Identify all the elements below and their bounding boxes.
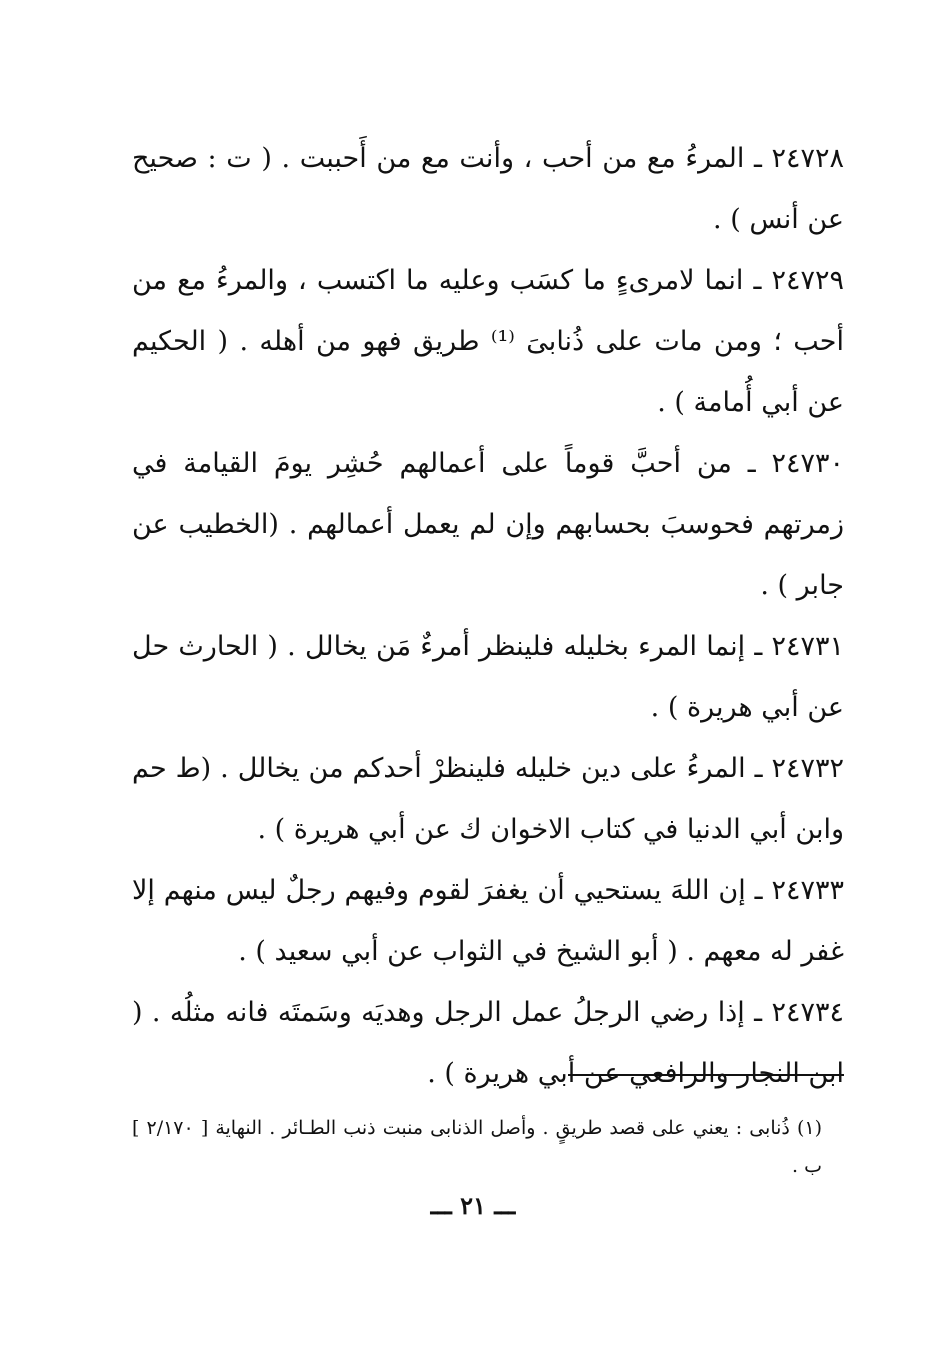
hadith-entry-24733: ٢٤٧٣٣ ـ إن اللهَ يستحيي أن يغفرَ لقوم وفيهم رجلٌ ليس منهم إلا غفر له معهم . ( أبو الشيخ في الثواب عن أبي سعيد ) . <box>132 875 844 967</box>
hadith-entry-24734: ٢٤٧٣٤ ـ إذا رضي الرجلُ عمل الرجل وهديَه وسَمتَه فانه مثلُه . ( ابن النجار والرافعي عن أبي هريرة ) . <box>132 997 844 1089</box>
page-number: ـــ ٢١ ـــ <box>430 1191 516 1220</box>
hadith-entry-24729: ٢٤٧٢٩ ـ انما لامرىءٍ ما كسَب وعليه ما اكتسب ، والمرءُ مع من أحب ؛ ومن مات على ذُنابىَ ⁽¹⁾ طريق فهو من أهله . ( الحكيم عن أبي أُمامة ) . <box>132 265 844 418</box>
footnote: (١) ذُنابى : يعني على قصد طريقٍ . وأصل الذنابى منبت ذنب الطـائر . النهاية [ ٢/١٧٠ ] ب . <box>132 1117 822 1177</box>
hadith-entry-24730: ٢٤٧٣٠ ـ من أحبَّ قوماً على أعمالهم حُشِر يومَ القيامة في زمرتهم فحوسبَ بحسابهم وإن لم يعمل أعمالهم . (الخطيب عن جابر ) . <box>132 448 844 601</box>
hadith-entry-24732: ٢٤٧٣٢ ـ المرءُ على دين خليله فلينظرْ أحدكم من يخالل . (ط حم وابن أبي الدنيا في كتاب الاخوان ك عن أبي هريرة ) . <box>132 753 844 845</box>
hadith-entries <box>132 128 844 1104</box>
footnote-divider <box>568 1074 844 1076</box>
hadith-entry-24728: ٢٤٧٢٨ ـ المرءُ مع من أحب ، وأنت مع من أَحببت . ( ت : صحيح عن أنس ) . <box>132 143 844 235</box>
hadith-entry-24731: ٢٤٧٣١ ـ إنما المرء بخليله فلينظر أمرءٌ مَن يخالل . ( الحارث حل عن أبي هريرة ) . <box>132 631 844 723</box>
